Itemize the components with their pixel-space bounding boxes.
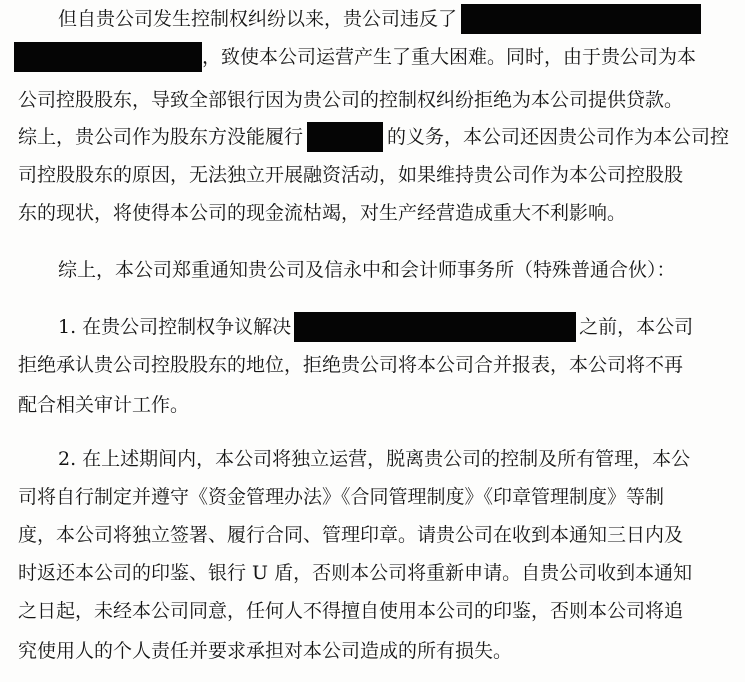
- item1-line2: [18, 350, 683, 380]
- para1-line3-text: 公司控股股东，导致全部银行因为贵公司的控制权纠纷拒绝为本公司提供贷款。: [18, 89, 684, 111]
- item2-line1-text: 2. 在上述期间内，本公司将独立运营，脱离贵公司的控制及所有管理，本公: [58, 448, 691, 470]
- redaction-block: [307, 122, 383, 152]
- item2-line5-text: 之日起，未经本公司同意，任何人不得擅自使用本公司的印鉴，否则本公司将追: [18, 600, 684, 622]
- para1-line2-text: ，致使本公司运营产生了重大困难。同时，由于贵公司为本: [202, 46, 697, 68]
- para1-line1-text: 但自贵公司发生控制权纠纷以来，贵公司违反了: [58, 8, 458, 30]
- para1-line4: [18, 122, 729, 152]
- item1-line2-text: 拒绝承认贵公司控股股东的地位，拒绝贵公司将本公司合并报表，本公司将不再: [18, 354, 684, 376]
- item2-line1: [58, 444, 690, 474]
- item2-line4-text: 时返还本公司的印鉴、银行 U 盾，否则本公司将重新申请。自贵公司收到本通知: [18, 562, 693, 584]
- item2-line2-text: 司将自行制定并遵守《资金管理办法》《合同管理制度》《印章管理制度》等制: [18, 486, 665, 508]
- item2-line4: [18, 558, 692, 588]
- para1-line4-before: 综上，贵公司作为股东方没能履行: [18, 126, 304, 148]
- redaction-block: [461, 4, 701, 34]
- item2-line3: [18, 520, 683, 550]
- para1-line5: [18, 160, 683, 190]
- redaction-block: [14, 42, 202, 72]
- item2-line6: [18, 636, 512, 666]
- para1-line6: [18, 198, 626, 228]
- redaction-block: [294, 312, 576, 342]
- item1-line1-before: 1. 在贵公司控制权争议解决: [58, 316, 292, 338]
- item1-line3: [18, 390, 189, 420]
- para1-line3: [18, 85, 683, 115]
- para1-line4-after: 的义务，本公司还因贵公司作为本公司控: [387, 126, 730, 148]
- item2-line2: [18, 482, 664, 512]
- item1-line1-after: 之前，本公司: [579, 316, 694, 338]
- item1-line3-text: 配合相关审计工作。: [18, 394, 190, 416]
- para2-line1: [58, 255, 676, 285]
- para1-line2: [14, 42, 696, 72]
- para2-line1-text: 综上，本公司郑重通知贵公司及信永中和会计师事务所（特殊普通合伙）：: [58, 259, 676, 281]
- para1-line1: [58, 4, 701, 34]
- item2-line6-text: 究使用人的个人责任并要求承担对本公司造成的所有损失。: [18, 640, 513, 662]
- para1-line6-text: 东的现状，将使得本公司的现金流枯竭，对生产经营造成重大不利影响。: [18, 202, 627, 224]
- item2-line3-text: 度，本公司将独立签署、履行合同、管理印章。请贵公司在收到本通知三日内及: [18, 524, 684, 546]
- para1-line5-text: 司控股股东的原因，无法独立开展融资活动，如果维持贵公司作为本公司控股股: [18, 164, 684, 186]
- item2-line5: [18, 596, 683, 626]
- item1-line1: [58, 312, 693, 342]
